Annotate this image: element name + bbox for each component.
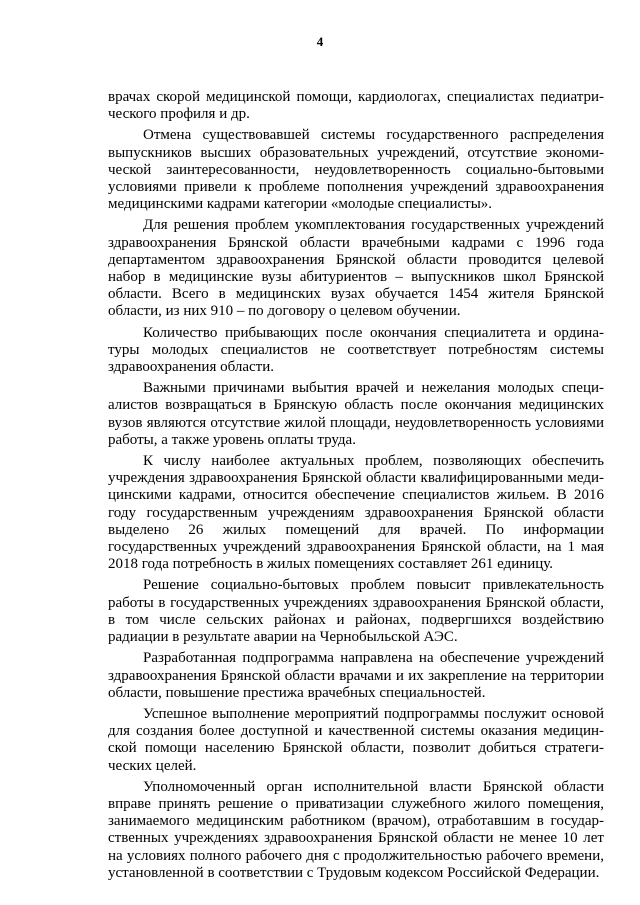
paragraph: Успешное выполнение мероприятий подпрограммы послужит основой для создания более доступной и качественной системы оказания медицинской помощи населению Брянской области, позволит добиться стратегических целей. — [108, 705, 604, 774]
paragraph: Уполномоченный орган исполнительной власти Брянской области вправе принять решение о приватизации служебного жилого помещения, занимаемого медицинским работником (врачом), отработавшим в государственных учреждениях здравоохранения Брянской области не менее 10 лет на условиях полного рабочего дня с продолжительностью рабочего времени, установленной в соответствии с Трудовым кодексом Российской Федерации. — [108, 778, 604, 881]
paragraph: Для решения проблем укомплектования государственных учреждений здравоохранения Брянской области врачебными кадрами с 1996 года департаментом здравоохранения Брянской области проводится целевой набор в медицинские вузы абитуриентов – выпускников школ Брянской области. Всего в медицинских вузах обучается 1454 жителя Брянской области, из них 910 – по договору о целевом обучении. — [108, 217, 604, 320]
paragraph: Важными причинами выбытия врачей и нежелания молодых специалистов возвращаться в Брянскую область после окончания медицинских вузов являются отсутствие жилой площади, неудовлетворенность условиями работы, а также уровень оплаты труда. — [108, 380, 604, 448]
document-body — [108, 89, 604, 886]
paragraph-continuation: врачах скорой медицинской помощи, кардиологах, специалистах педиатрического профиля и др. — [108, 89, 604, 123]
page-number: 4 — [316, 34, 324, 49]
paragraph: Количество прибывающих после окончания специалитета и ординатуры молодых специалистов не соответствует потребностям системы здравоохранения области. — [108, 324, 604, 376]
paragraph: К числу наиболее актуальных проблем, позволяющих обеспечить учреждения здравоохранения Брянской области квалифицированными медицинскими кадрами, относится обеспечение специалистов жильем. В 2016 году государственным учреждениям здравоохранения Брянской области выделено 26 жилых помещений для врачей. По информации государственных учреждений здравоохранения Брянской области, на 1 мая 2018 года потребность в жилых помещениях составляет 261 единицу. — [108, 453, 604, 573]
paragraph: Отмена существовавшей системы государственного распределения выпускников высших образовательных учреждений, отсутствие экономической заинтересованности, неудовлетворенность социально-бытовыми условиями привели к проблеме пополнения учреждений здравоохранения медицинскими кадрами категории «молодые специалисты». — [108, 127, 604, 213]
paragraph: Решение социально-бытовых проблем повысит привлекательность работы в государственных учреждениях здравоохранения Брянской области, в том числе сельских районах и районах, подвергшихся воздействию радиации в результате аварии на Чернобыльской АЭС. — [108, 577, 604, 646]
paragraph: Разработанная подпрограмма направлена на обеспечение учреждений здравоохранения Брянской области врачами и их закрепление на территории области, повышение престижа врачебных специальностей. — [108, 650, 604, 701]
